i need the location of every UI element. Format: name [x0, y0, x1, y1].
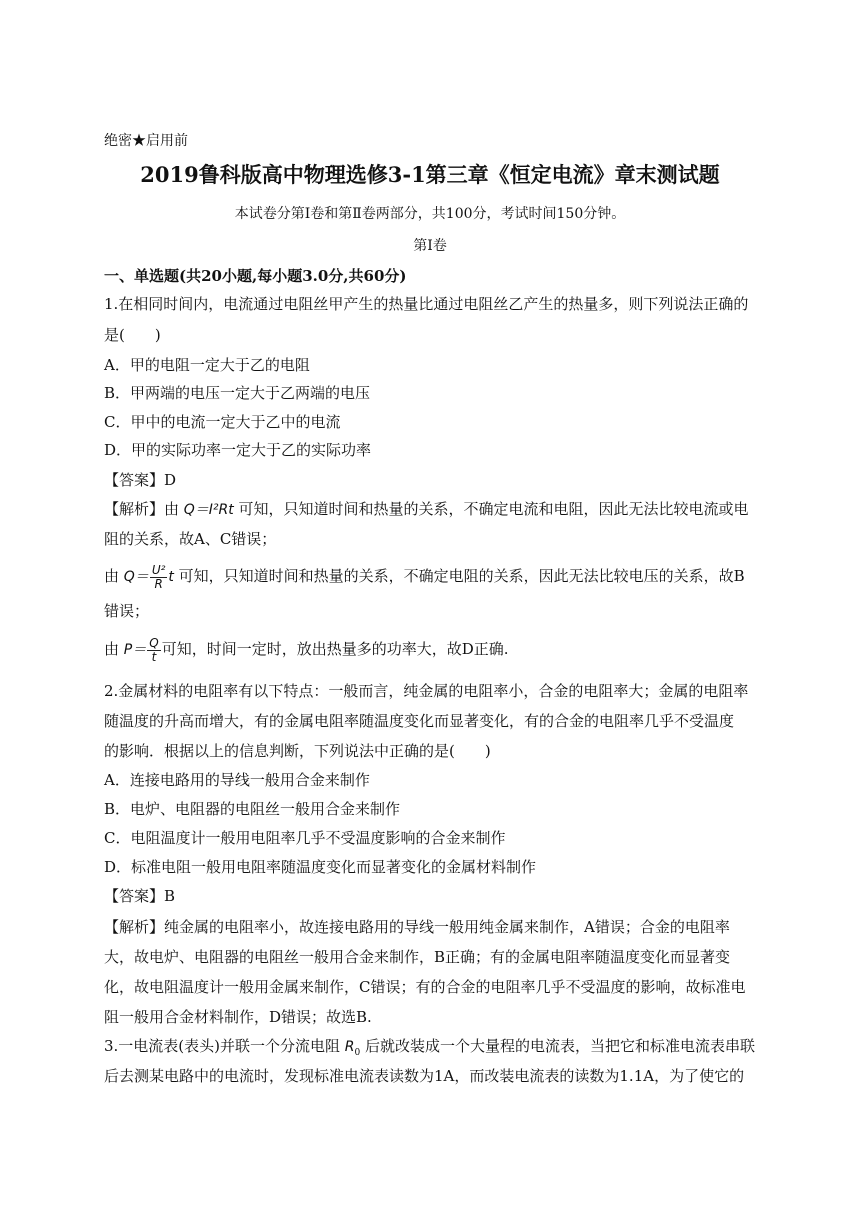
q3-stem-part-a: 3.一电流表(表头)并联一个分流电阻: [104, 1037, 345, 1055]
q1-explanation-line5: [104, 633, 508, 666]
q1-expl-b-rest: 可知，只知道时间和热量的关系，不确定电阻的关系，因此无法比较电压的关系，故B: [173, 567, 745, 585]
fraction-denominator: t: [151, 649, 157, 664]
q2-explanation-line1: 【解析】纯金属的电阻率小，故连接电路用的导线一般用纯金属来制作，A错误；合金的电阻率: [104, 918, 730, 936]
volume-heading: 第Ⅰ卷: [413, 238, 447, 254]
q1-fraction-u2-over-r: [150, 564, 168, 591]
q1-expl-c-rest: 可知，时间一定时，放出热量多的功率大，故D正确.: [161, 640, 509, 658]
q1-fraction-q-over-t: [147, 637, 160, 664]
q1-formula-c-lhs: P＝: [123, 642, 147, 658]
q3-stem-line2: 后去测某电路中的电流时，发现标准电流表读数为1A，而改装电流表的读数为1.1A，为了使它的: [104, 1067, 745, 1085]
q2-answer: 【答案】B: [104, 887, 176, 905]
fraction-denominator: R: [154, 576, 163, 591]
q1-formula-joule: Q＝I²Rt: [183, 502, 234, 518]
q2-explanation-line2: 大，故电炉、电阻器的电阻丝一般用合金来制作，B正确；有的金属电阻率随温度变化而显著变: [104, 948, 731, 966]
q1-explanation-line1: [104, 499, 749, 520]
q1-formula-b-lhs: Q＝: [123, 569, 149, 585]
q1-expl-rest: 可知，只知道时间和热量的关系，不确定电流和电阻，因此无法比较电流或电: [233, 500, 749, 518]
q1-stem-line1: 1.在相同时间内，电流通过电阻丝甲产生的热量比通过电阻丝乙产生的热量多，则下列说法正确的: [104, 295, 749, 313]
q2-option-d: D．标准电阻一般用电阻率随温度变化而显著变化的金属材料制作: [104, 858, 537, 876]
q1-expl-prefix: 【解析】由: [104, 500, 184, 518]
q3-resistor-symbol: R: [344, 1039, 355, 1055]
q2-stem-line1: 2.金属材料的电阻率有以下特点：一般而言，纯金属的电阻率小，合金的电阻率大；金属的电阻率: [104, 682, 749, 700]
q1-explanation-line3: [104, 560, 745, 593]
exam-intro: 本试卷分第Ⅰ卷和第Ⅱ卷两部分，共100分，考试时间150分钟。: [234, 206, 626, 222]
q2-explanation-line4: 阻一般用合金材料制作，D错误；故选B.: [104, 1008, 372, 1026]
fraction-numerator: U²: [151, 562, 166, 577]
q2-stem-line2: 随温度的升高而增大，有的金属电阻率随温度变化而显著变化，有的合金的电阻率几乎不受温度: [104, 712, 735, 730]
q1-option-d: D．甲的实际功率一定大于乙的实际功率: [104, 441, 372, 459]
q1-stem-line2: 是( ): [104, 326, 161, 344]
q1-option-b: B．甲两端的电压一定大于乙两端的电压: [104, 384, 371, 402]
q1-expl-c-prefix: 由: [104, 640, 124, 658]
q1-answer: 【答案】D: [104, 471, 177, 489]
page-title: 2019鲁科版高中物理选修3-1第三章《恒定电流》章末测试题: [140, 162, 720, 187]
q1-explanation-line2: 阻的关系，故A、C错误；: [104, 530, 277, 548]
section-heading: 一、单选题(共20小题,每小题3.0分,共60分): [104, 267, 407, 285]
q2-option-c: C．电阻温度计一般用电阻率几乎不受温度影响的合金来制作: [104, 829, 506, 847]
q1-formula-b-t: t: [168, 569, 174, 585]
q1-option-a: A．甲的电阻一定大于乙的电阻: [104, 356, 310, 374]
q2-stem-line3: 的影响．根据以上的信息判断，下列说法中正确的是( ): [104, 742, 491, 760]
q2-option-b: B．电炉、电阻器的电阻丝一般用合金来制作: [104, 800, 401, 818]
q1-option-c: C．甲中的电流一定大于乙中的电流: [104, 413, 341, 431]
q3-resistor-subscript: 0: [354, 1048, 361, 1058]
q3-stem-part-b: 后就改装成一个大量程的电流表，当把它和标准电流表串联: [360, 1037, 756, 1055]
q2-option-a: A．连接电路用的导线一般用合金来制作: [104, 771, 370, 789]
q3-stem-line1: [104, 1036, 755, 1063]
fraction-numerator: Q: [149, 635, 159, 650]
q1-explanation-line4: 错误；: [104, 602, 150, 620]
secret-mark: 绝密★启用前: [104, 133, 188, 149]
q1-expl-b-prefix: 由: [104, 567, 124, 585]
q2-explanation-line3: 化，故电阻温度计一般用金属来制作，C错误；有的合金的电阻率几乎不受温度的影响，故标准电: [104, 978, 746, 996]
